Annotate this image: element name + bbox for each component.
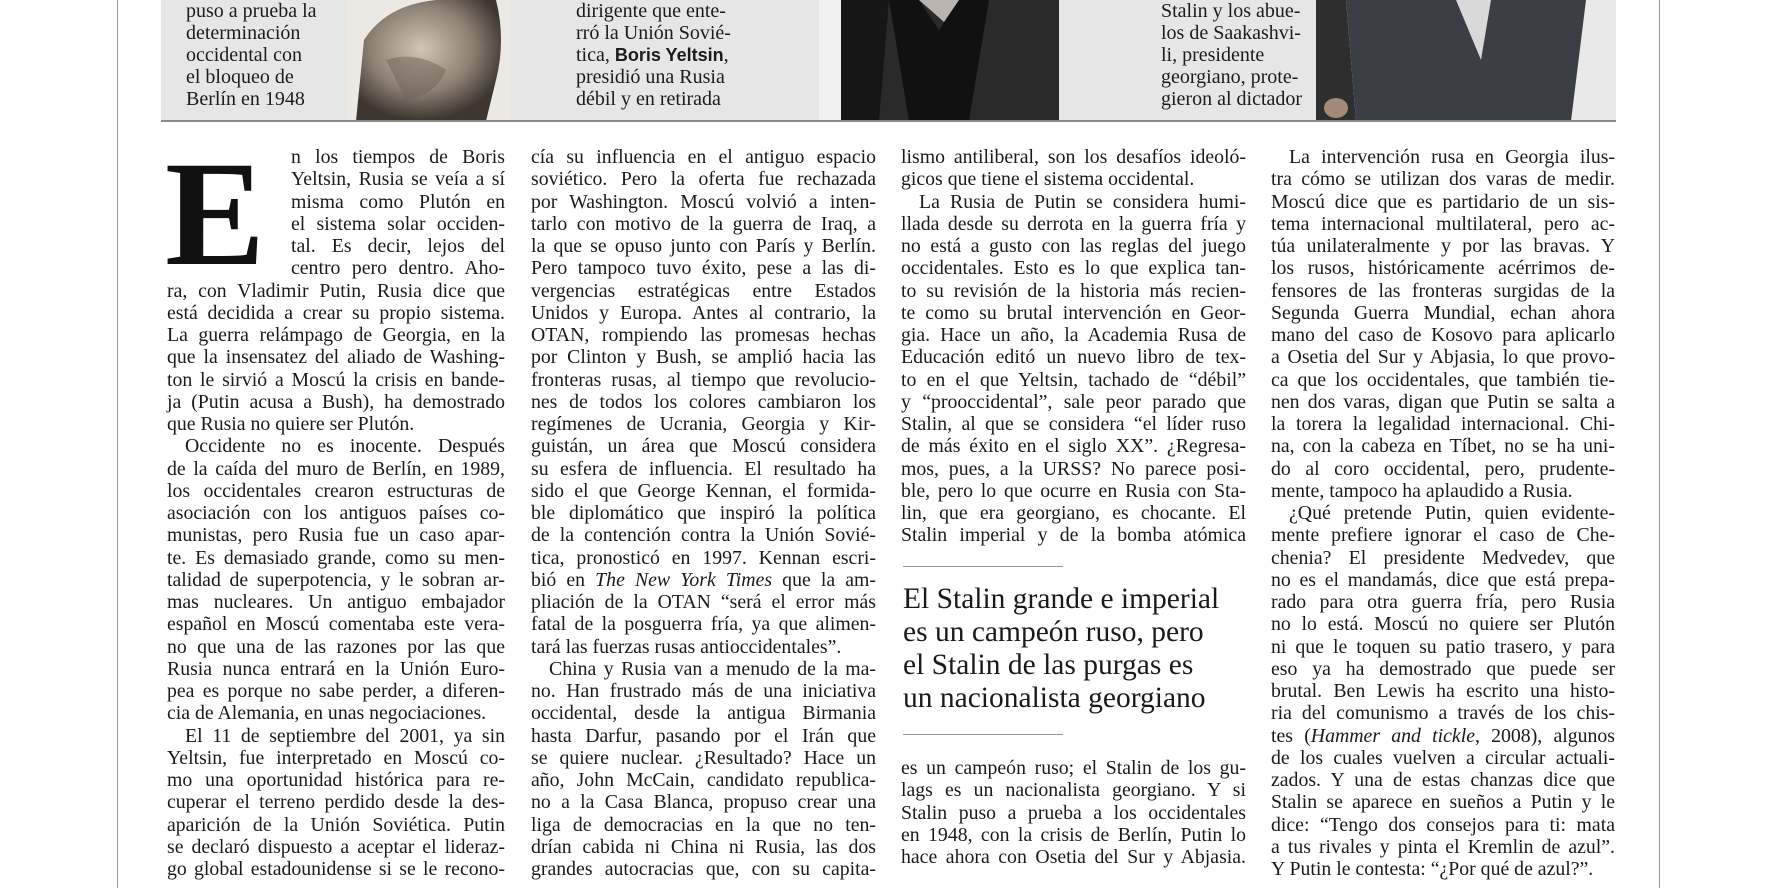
- text-line: de los cuales vuelven a circular actuali-: [1271, 746, 1615, 769]
- text-line: Occidente no es inocente. Después: [185, 435, 505, 458]
- text-line: Stalin se aparece en sueños a Putin y le: [1271, 791, 1615, 814]
- text-line: lismo antiliberal, son los desafíos ideoló-: [901, 146, 1246, 168]
- text-line: sido el que George Kennan, el formida-: [531, 479, 876, 502]
- pullquote-rule-bottom: [903, 734, 1063, 735]
- text-line: vergencias estratégicas entre Estados: [531, 279, 876, 302]
- photo-yeltsin: [819, 0, 1059, 121]
- caption-2-line: [576, 44, 731, 66]
- text-line: cía su influencia en el antiguo espacio: [531, 146, 876, 168]
- text-line: tará las fuerzas rusas antioccidentales”.: [531, 635, 842, 658]
- article-column-3: [901, 146, 1246, 547]
- text-line: mano del caso de Kosovo para aplicarlo: [1271, 324, 1615, 346]
- text-line: La intervención rusa en Georgia ilus-: [1289, 146, 1615, 168]
- text-line: ja (Putin acusa a Bush), ha demostrado: [167, 390, 505, 413]
- text-line: Stalin imperial y de la bomba atómica: [901, 524, 1246, 547]
- text-line: gicos que tiene el sistema occidental.: [901, 168, 1195, 191]
- text-line: es un campeón ruso; el Stalin de los gu-: [901, 757, 1246, 779]
- text-line: de más éxito en el siglo XX”. ¿Regresa-: [901, 435, 1246, 458]
- text-line: no lo está. Moscú no quiere ser Plutón: [1271, 613, 1615, 636]
- text-line: Moscú dice que es partidario de un sis-: [1271, 190, 1615, 213]
- text-line: El 11 de septiembre del 2001, ya sin: [185, 724, 505, 747]
- text-line: lags es un nacionalista georgiano. Y si: [901, 779, 1246, 802]
- text-line: brutal. Ben Lewis ha escrito una histo-: [1271, 680, 1615, 702]
- text-line: [1271, 725, 1615, 747]
- text-line: Stalin puso a prueba a los occidentales: [901, 801, 1246, 824]
- pull-quote-line: el Stalin de las purgas es: [903, 649, 1194, 681]
- caption-2-text: tica,: [576, 44, 615, 66]
- text-line: no es el mandamás, dice que está prepa-: [1271, 568, 1615, 591]
- caption-2-text: ,: [723, 44, 729, 66]
- text-line: asociación con los antiguos países co-: [167, 502, 505, 524]
- text-line: Segunda Guerra Mundial, echan ahora: [1271, 301, 1615, 324]
- text-line: zados. Y una de estas chanzas dice que: [1271, 769, 1615, 791]
- text-line: cuperar el terreno perdido desde la des-: [167, 791, 505, 814]
- text-line: ni que le toquen su patio trasero, y para: [1271, 635, 1615, 658]
- text-line: túa unilateralmente y por las bravas. Y: [1271, 235, 1615, 257]
- text-line: la que se opuso junto con París y Berlín.: [531, 235, 876, 257]
- text-line: fronteras rusas, al tiempo que revolucio-: [531, 368, 876, 391]
- text-line: talidad de superpotencia, y le sobran ar-: [167, 568, 505, 591]
- text-line: gia. Hace un año, la Academia Rusa de: [901, 324, 1246, 346]
- text-line: eso ya ha demostrado que puede ser: [1271, 657, 1615, 680]
- text-line: munistas, pero Rusia fue un caso apar-: [167, 524, 505, 547]
- text-line: ca que los occidentales, que también tie-: [1271, 368, 1615, 391]
- caption-1-line: Berlín en 1948: [186, 88, 305, 110]
- text-line: ¿Qué pretende Putin, quien evidente-: [1289, 502, 1615, 524]
- text-line: mos, pues, a la URSS? No parece posi-: [901, 457, 1246, 480]
- text-line: pea es porque no sabe perder, a diferen-: [167, 680, 505, 702]
- text-line: mas nucleares. Un antiguo embajador: [167, 591, 505, 613]
- pullquote-rule-top: [903, 566, 1063, 567]
- text-line: llada desde su derrota en la guerra fría y: [901, 212, 1246, 235]
- text-line: occidentales. Esto es lo que explica tan-: [901, 257, 1246, 280]
- text-line: no que una de las razones por las que: [167, 635, 505, 658]
- text-line: centro pero dentro. Aho-: [291, 257, 505, 280]
- text-line: cia de Alemania, en unas negociaciones.: [167, 702, 487, 725]
- text-run: bió en: [531, 568, 596, 591]
- caption-2-bold-name: Boris Yeltsin: [614, 45, 724, 65]
- caption-3-line: li, presidente: [1161, 44, 1265, 66]
- text-line: tra cómo se utilizan dos varas de medir.: [1271, 168, 1615, 191]
- text-line: mente, tampoco ha aplaudido a Rusia.: [1271, 479, 1573, 502]
- text-line: fatal de la posguerra fría, ya que alimen-: [531, 613, 876, 636]
- text-line: [531, 569, 876, 591]
- text-line: a tus rivales y pinta el Kremlin de azul”.: [1271, 835, 1615, 858]
- book-title: Hammer and tickle: [1310, 724, 1475, 747]
- text-line: chenia? El presidente Medvedev, que: [1271, 546, 1615, 569]
- text-line: mo una oportunidad histórica para re-: [167, 769, 505, 791]
- text-line: se declaró dispuesto a aceptar el lideraz-: [167, 835, 505, 858]
- text-line: los occidentales crearon estructuras de: [167, 479, 505, 502]
- text-line: Unidos y Europa. Antes al contrario, la: [531, 301, 876, 324]
- text-line: misma como Plutón en: [291, 190, 505, 213]
- text-run: tes (: [1271, 724, 1311, 747]
- text-line: na, con la cabeza en Tíbet, no se ha uni-: [1271, 435, 1615, 458]
- text-line: por Washington. Moscú volvió a inten-: [531, 190, 876, 213]
- page-border-right: [1659, 0, 1660, 888]
- text-line: nes de todos los colores cambiaron los: [531, 390, 876, 413]
- text-line: lin, que era georgiano, es chocante. El: [901, 502, 1246, 524]
- caption-2-line: débil y en retirada: [576, 88, 721, 110]
- text-line: tal. Es decir, lejos del: [291, 235, 505, 257]
- text-line: soviético. Pero la oferta fue rechazada: [531, 168, 876, 191]
- text-line: to su revisión de la historia más recien-: [901, 279, 1246, 302]
- pull-quote-line: El Stalin grande e imperial: [903, 583, 1220, 615]
- article-column-1: [165, 131, 505, 880]
- text-line: mente prefiere ignorar el caso de Che-: [1271, 524, 1615, 547]
- text-line: español en Moscú comentaba este vera-: [167, 613, 505, 636]
- text-line: te como su brutal intervención en Geor-: [901, 301, 1246, 324]
- text-line: n los tiempos de Boris: [291, 146, 505, 168]
- photo-stone-bust: [346, 0, 511, 121]
- text-line: Stalin, al que se considera “el líder ruso: [901, 413, 1246, 435]
- text-line: de la contención contra la Unión Sovié-: [531, 524, 876, 547]
- text-line: no está a gusto con las reglas del juego: [901, 235, 1246, 257]
- text-line: China y Rusia van a menudo de la ma-: [549, 657, 876, 680]
- text-line: Pero tampoco tuvo éxito, pese a las di-: [531, 257, 876, 280]
- caption-1-line: el bloqueo de: [186, 66, 294, 88]
- text-line: OTAN, rompiendo las promesas hechas: [531, 324, 876, 346]
- text-line: ton le sirvió a Moscú la crisis en bande-: [167, 368, 505, 391]
- text-line: te. Es demasiado grande, como su men-: [167, 546, 505, 569]
- article-column-3-continued: [901, 757, 1246, 868]
- text-line: ria del comunismo a través de los chis-: [1271, 702, 1615, 725]
- caption-1-line: occidental con: [186, 44, 303, 66]
- text-line: no. Han frustrado más de una iniciativa: [531, 680, 876, 702]
- pull-quote: [903, 583, 1263, 715]
- text-line: grandes autocracias que, con su capita-: [531, 858, 876, 880]
- text-line: Yeltsin, fue interpretado en Moscú co-: [167, 746, 505, 769]
- text-line: liga de democracias en la que no ten-: [531, 813, 876, 836]
- text-line: dice: “Tengo dos consejos para ti: mata: [1271, 813, 1615, 836]
- caption-2-line: presidió una Rusia: [576, 66, 725, 88]
- text-line: el sistema solar occiden-: [291, 212, 505, 235]
- text-line: tema internacional multilateral, pero ac-: [1271, 212, 1615, 235]
- text-line: Rusia nunca entrará en la Unión Euro-: [167, 657, 505, 680]
- text-line: go global estadounidense si se le recono-: [167, 858, 505, 880]
- caption-3: [1161, 0, 1302, 110]
- text-line: y “prooccidental”, sale peor parado que: [901, 390, 1246, 413]
- text-line: hasta Darfur, pasando por el Irán que: [531, 724, 876, 747]
- caption-2-line: dirigente que ente-: [576, 0, 726, 22]
- text-line: occidental, desde la antigua Birmania: [531, 702, 876, 725]
- text-line: está decidida a crear su propio sistema.: [167, 301, 505, 324]
- pull-quote-line: un nacionalista georgiano: [903, 682, 1206, 714]
- text-line: rado para otra guerra fría, pero Rusia: [1271, 591, 1615, 613]
- pull-quote-line: es un campeón ruso, pero: [903, 616, 1204, 648]
- text-line: pliación de la OTAN “será el error más: [531, 591, 876, 613]
- caption-3-line: los de Saakashvi-: [1161, 22, 1301, 44]
- text-line: en 1948, con la crisis de Berlín, Putin lo: [901, 823, 1246, 846]
- photo-strip: [161, 0, 1616, 121]
- text-line: que Rusia no quiere ser Plutón.: [167, 413, 415, 435]
- text-run: que la am-: [772, 568, 876, 591]
- text-line: los rusos, históricamente acérrimos de-: [1271, 257, 1615, 280]
- text-line: drían cabida ni China ni Rusia, las dos: [531, 835, 876, 858]
- text-line: la torera la legalidad internacional. Chi-: [1271, 413, 1615, 435]
- text-line: regímenes de Ucrania, Georgia y Kir-: [531, 413, 876, 435]
- text-line: por Clinton y Bush, se amplió hacia las: [531, 346, 876, 369]
- text-line: aparición de la Unión Soviética. Putin: [167, 813, 505, 836]
- text-line: su esfera de influencia. El resultado ha: [531, 457, 876, 480]
- caption-3-line: gieron al dictador: [1161, 88, 1303, 110]
- text-line: hace ahora con Osetia del Sur y Abjasia.: [901, 846, 1246, 868]
- text-line: Y Putin le contesta: “¿Por qué de azul?”.: [1271, 858, 1594, 880]
- text-line: ble diplomático que inspiró la política: [531, 502, 876, 524]
- caption-3-line: georgiano, prote-: [1161, 66, 1299, 88]
- caption-3-line: Stalin y los abue-: [1161, 0, 1301, 22]
- text-line: to en el que Yeltsin, tachado de “débil”: [901, 368, 1246, 391]
- caption-2-line: rró la Unión Sovié-: [576, 22, 731, 44]
- text-line: La guerra relámpago de Georgia, en la: [167, 324, 505, 346]
- page-border-left: [117, 0, 118, 888]
- text-line: tarlo con motivo de la guerra de Iraq, a: [531, 212, 876, 235]
- text-line: no a la Casa Blanca, propuso crear una: [531, 791, 876, 814]
- text-line: tica, pronosticó en 1997. Kennan escri-: [531, 546, 876, 569]
- text-line: Educación editó un nuevo libro de tex-: [901, 346, 1246, 369]
- caption-2: [576, 0, 731, 110]
- text-line: fensores de las fronteras surgidas de la: [1271, 279, 1615, 302]
- text-line: nen dos varas, digan que Putin se salta a: [1271, 390, 1615, 413]
- text-line: do al coro occidental, pero, prudente-: [1271, 457, 1615, 480]
- caption-1-line: determinación: [186, 22, 301, 44]
- article-column-2: [531, 146, 876, 880]
- text-line: ble, pero lo que ocurre en Rusia con Sta-: [901, 479, 1246, 502]
- text-line: de la caída del muro de Berlín, en 1989,: [167, 457, 505, 480]
- caption-1-line: puso a prueba la: [186, 0, 317, 22]
- text-run: , 2008), algunos: [1474, 724, 1615, 747]
- article-column-4: [1271, 146, 1615, 880]
- text-line: que la insensatez del aliado de Washing-: [167, 346, 505, 369]
- text-line: ra, con Vladimir Putin, Rusia dice que: [167, 279, 505, 302]
- text-line: Yeltsin, Rusia se veía a sí: [291, 168, 505, 191]
- caption-1: [186, 0, 317, 110]
- newspaper-title: The New York Times: [595, 568, 773, 591]
- text-line: La Rusia de Putin se considera humi-: [919, 190, 1246, 213]
- text-line: año, John McCain, candidato republica-: [531, 769, 876, 791]
- text-line: a Osetia del Sur y Abjasia, lo que provo-: [1271, 346, 1615, 369]
- text-line: guistán, un área que Moscú considera: [531, 435, 876, 458]
- photo-suited-man: [1316, 0, 1616, 121]
- drop-cap: E: [165, 131, 266, 297]
- text-line: se quiere nuclear. ¿Resultado? Hace un: [531, 746, 876, 769]
- photo-strip-rule: [161, 120, 1616, 122]
